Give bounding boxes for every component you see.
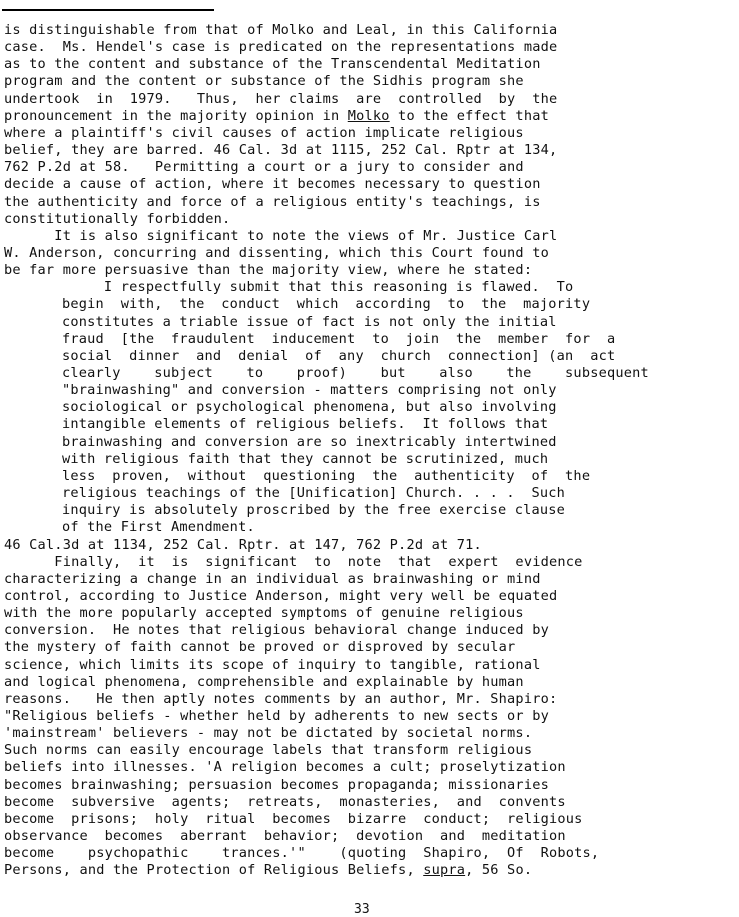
- text-line: as to the content and substance of the Transcendental Meditation: [4, 56, 541, 73]
- text-line: less proven, without questioning the authenticity of the: [62, 467, 591, 484]
- text-line: reasons. He then aptly notes comments by an author, Mr. Shapiro:: [4, 690, 558, 707]
- text-line: is distinguishable from that of Molko and Leal, in this California: [4, 22, 558, 38]
- text-line: be far more persuasive than the majority view, where he stated:: [4, 262, 533, 279]
- text-line: and logical phenomena, comprehensible and explainable by human: [4, 673, 524, 690]
- text-line: 46 Cal.3d at 1134, 252 Cal. Rptr. at 147, 762 P.2d at 71.: [4, 536, 482, 553]
- text-line: 762 P.2d at 58. Permitting a court or a jury to consider and: [4, 159, 524, 176]
- text-line: [4, 108, 704, 125]
- text-segment: pronouncement in the majority opinion in: [4, 107, 348, 124]
- text-line: undertook in 1979. Thus, her claims are controlled by the: [4, 90, 558, 107]
- text-line: Such norms can easily encourage labels that transform religious: [4, 742, 533, 759]
- text-line: control, according to Justice Anderson, might very well be equated: [4, 587, 558, 604]
- text-line: begin with, the conduct which according to the majority: [62, 296, 591, 313]
- text-line: inquiry is absolutely proscribed by the free exercise clause: [62, 502, 566, 519]
- text-line: fraud [the fraudulent inducement to join the member for a: [62, 330, 616, 347]
- text-line: where a plaintiff's civil causes of action implicate religious: [4, 124, 524, 141]
- text-line: of the First Amendment.: [62, 519, 255, 536]
- text-line: "brainwashing" and conversion - matters comprising not only: [62, 382, 557, 399]
- text-line: becomes brainwashing; persuasion becomes propaganda; missionaries: [4, 776, 549, 793]
- text-line: become prisons; holy ritual becomes bizarre conduct; religious: [4, 810, 583, 827]
- text-segment: , 56 So.: [465, 862, 533, 879]
- text-line: become psychopathic trances.'" (quoting Shapiro, Of Robots,: [4, 845, 600, 862]
- text-line: brainwashing and conversion are so inextricably intertwined: [62, 433, 557, 450]
- text-line: science, which limits its scope of inquiry to tangible, rational: [4, 656, 541, 673]
- page-number: 33: [354, 902, 370, 917]
- text-segment: to the effect that: [389, 107, 549, 124]
- text-line: [4, 862, 704, 879]
- underlined-citation: Molko: [347, 107, 390, 124]
- text-line: become subversive agents; retreats, monasteries, and convents: [4, 793, 566, 810]
- text-line: program and the content or substance of the Sidhis program she: [4, 73, 524, 90]
- text-line: 'mainstream' believers - may not be dictated by societal norms.: [4, 725, 533, 742]
- text-line: case. Ms. Hendel's case is predicated on the representations made: [4, 39, 558, 56]
- text-line: decide a cause of action, where it becomes necessary to question: [4, 176, 541, 193]
- text-line: I respectfully submit that this reasoning is flawed. To: [62, 279, 574, 296]
- text-line: religious teachings of the [Unification] Church. . . . Such: [62, 485, 566, 502]
- text-line: Finally, it is significant to note that expert evidence: [4, 553, 583, 570]
- text-line: with the more popularly accepted symptoms of genuine religious: [4, 605, 524, 622]
- text-line: W. Anderson, concurring and dissenting, which this Court found to: [4, 244, 549, 261]
- text-line: belief, they are barred. 46 Cal. 3d at 1115, 252 Cal. Rptr at 134,: [4, 142, 558, 159]
- text-line: sociological or psychological phenomena, but also involving: [62, 399, 557, 416]
- text-line: constitutes a triable issue of fact is not only the initial: [62, 313, 557, 330]
- text-line: intangible elements of religious beliefs. It follows that: [62, 416, 549, 433]
- text-line: beliefs into illnesses. 'A religion becomes a cult; proselytization: [4, 759, 566, 776]
- underlined-citation: supra: [423, 862, 466, 879]
- text-line: It is also significant to note the views of Mr. Justice Carl: [4, 227, 558, 244]
- text-line: constitutionally forbidden.: [4, 210, 231, 227]
- text-line: characterizing a change in an individual as brainwashing or mind: [4, 570, 541, 587]
- top-rule: [2, 9, 214, 11]
- text-line: observance becomes aberrant behavior; devotion and meditation: [4, 828, 566, 845]
- text-line: with religious faith that they cannot be scrutinized, much: [62, 450, 549, 467]
- text-segment: Persons, and the Protection of Religious Beliefs,: [4, 862, 424, 879]
- text-line: social dinner and denial of any church connection] (an act: [62, 347, 616, 364]
- text-line: "Religious beliefs - whether held by adherents to new sects or by: [4, 708, 549, 724]
- text-line: the mystery of faith cannot be proved or disproved by secular: [4, 639, 516, 656]
- text-line: the authenticity and force of a religious entity's teachings, is: [4, 193, 541, 210]
- text-line: conversion. He notes that religious behavioral change induced by: [4, 622, 549, 639]
- text-line: clearly subject to proof) but also the subsequent: [62, 365, 649, 381]
